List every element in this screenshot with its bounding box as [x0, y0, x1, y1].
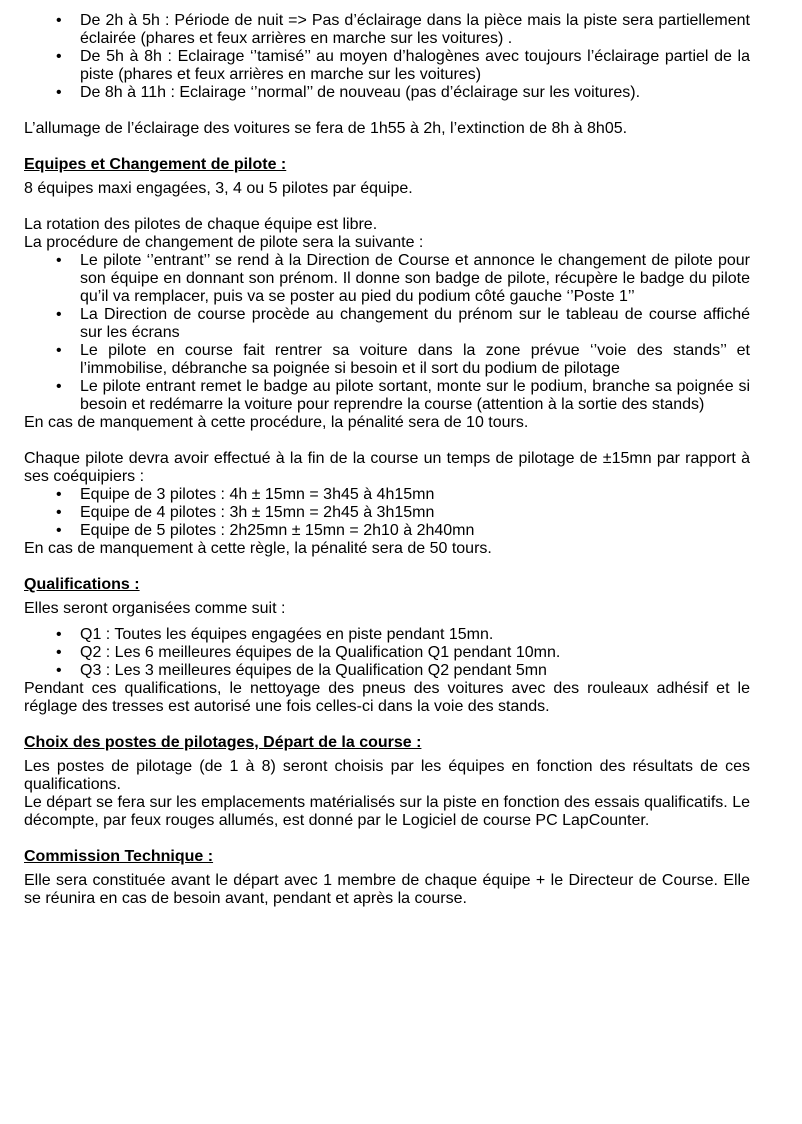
list-item: • De 5h à 8h : Eclairage ‘’tamisé’’ au moyen d’halogènes avec toujours l’éclairage partiel de la piste (phares et feux arrières en marche sur les voitures)	[24, 48, 750, 84]
temps-intro: Chaque pilote devra avoir effectué à la fin de la course un temps de pilotage de ±15mn par rapport à ses coéquipiers :	[24, 450, 750, 485]
postes-paragraph-2: Le départ se fera sur les emplacements matérialisés sur la piste en fonction des essais qualificatifs. Le décompte, par feux rouges allumés, est donné par le Logiciel de course PC LapCounter.	[24, 794, 750, 829]
qualifications-intro: Elles seront organisées comme suit :	[24, 600, 286, 617]
list-item: • Q1 : Toutes les équipes engagées en piste pendant 15mn.	[24, 626, 750, 644]
list-item: • Le pilote entrant remet le badge au pilote sortant, monte sur le podium, branche sa poignée si besoin et redémarre la voiture pour reprendre la course (attention à la sortie des stands)	[24, 378, 750, 414]
section-heading-qualifications: Qualifications :	[24, 576, 140, 593]
commission-paragraph: Elle sera constituée avant le départ avec 1 membre de chaque équipe + le Directeur de Course. Elle se réunira en cas de besoin avant, pendant et après la course.	[24, 872, 750, 907]
postes-paragraph-1: Les postes de pilotage (de 1 à 8) seront choisis par les équipes en fonction des résultats de ces qualifications.	[24, 758, 750, 793]
qualifications-note: Pendant ces qualifications, le nettoyage des pneus des voitures avec des rouleaux adhésif et le réglage des tresses est autorisé une fois celles-ci dans la voie des stands.	[24, 680, 750, 715]
procedure-steps-list	[24, 252, 750, 414]
list-item: • La Direction de course procède au changement du prénom sur le tableau de course affiché sur les écrans	[24, 306, 750, 342]
list-item: • Q2 : Les 6 meilleures équipes de la Qualification Q1 pendant 10mn.	[24, 644, 750, 662]
lighting-schedule-list	[24, 12, 750, 102]
list-item: • De 2h à 5h : Période de nuit => Pas d’éclairage dans la pièce mais la piste sera partiellement éclairée (phares et feux arrières en marche sur les voitures) .	[24, 12, 750, 48]
rotation-paragraph: La rotation des pilotes de chaque équipe est libre.	[24, 216, 378, 233]
list-item: • Equipe de 5 pilotes : 2h25mn ± 15mn = 2h10 à 2h40mn	[24, 522, 750, 540]
section-heading-postes: Choix des postes de pilotages, Départ de la course :	[24, 734, 422, 751]
temps-list	[24, 486, 750, 540]
section-heading-equipes: Equipes et Changement de pilote :	[24, 156, 287, 173]
allumage-paragraph: L’allumage de l’éclairage des voitures se fera de 1h55 à 2h, l’extinction de 8h à 8h05.	[24, 120, 628, 137]
qualifications-list	[24, 626, 750, 680]
list-item: • Equipe de 4 pilotes : 3h ± 15mn = 2h45 à 3h15mn	[24, 504, 750, 522]
section-heading-commission: Commission Technique :	[24, 848, 214, 865]
procedure-paragraph: La procédure de changement de pilote sera la suivante :	[24, 234, 424, 251]
list-item: • De 8h à 11h : Eclairage ‘’normal’’ de nouveau (pas d’éclairage sur les voitures).	[24, 84, 750, 102]
list-item: • Q3 : Les 3 meilleures équipes de la Qualification Q2 pendant 5mn	[24, 662, 750, 680]
equipes-intro: 8 équipes maxi engagées, 3, 4 ou 5 pilotes par équipe.	[24, 180, 413, 197]
list-item: • Le pilote ‘’entrant’’ se rend à la Direction de Course et annonce le changement de pilote pour son équipe en donnant son prénom. Il donne son badge de pilote, récupère le badge du pilote qu’il va remplacer, puis va se poster au pied du podium côté gauche ‘’Poste 1’’	[24, 252, 750, 306]
list-item: • Le pilote en course fait rentrer sa voiture dans la zone prévue ‘’voie des stands’’ et l’immobilise, débranche sa poignée si besoin et il sort du podium de pilotage	[24, 342, 750, 378]
temps-penalty: En cas de manquement à cette règle, la pénalité sera de 50 tours.	[24, 540, 492, 557]
procedure-penalty: En cas de manquement à cette procédure, la pénalité sera de 10 tours.	[24, 414, 529, 431]
list-item: • Equipe de 3 pilotes : 4h ± 15mn = 3h45 à 4h15mn	[24, 486, 750, 504]
